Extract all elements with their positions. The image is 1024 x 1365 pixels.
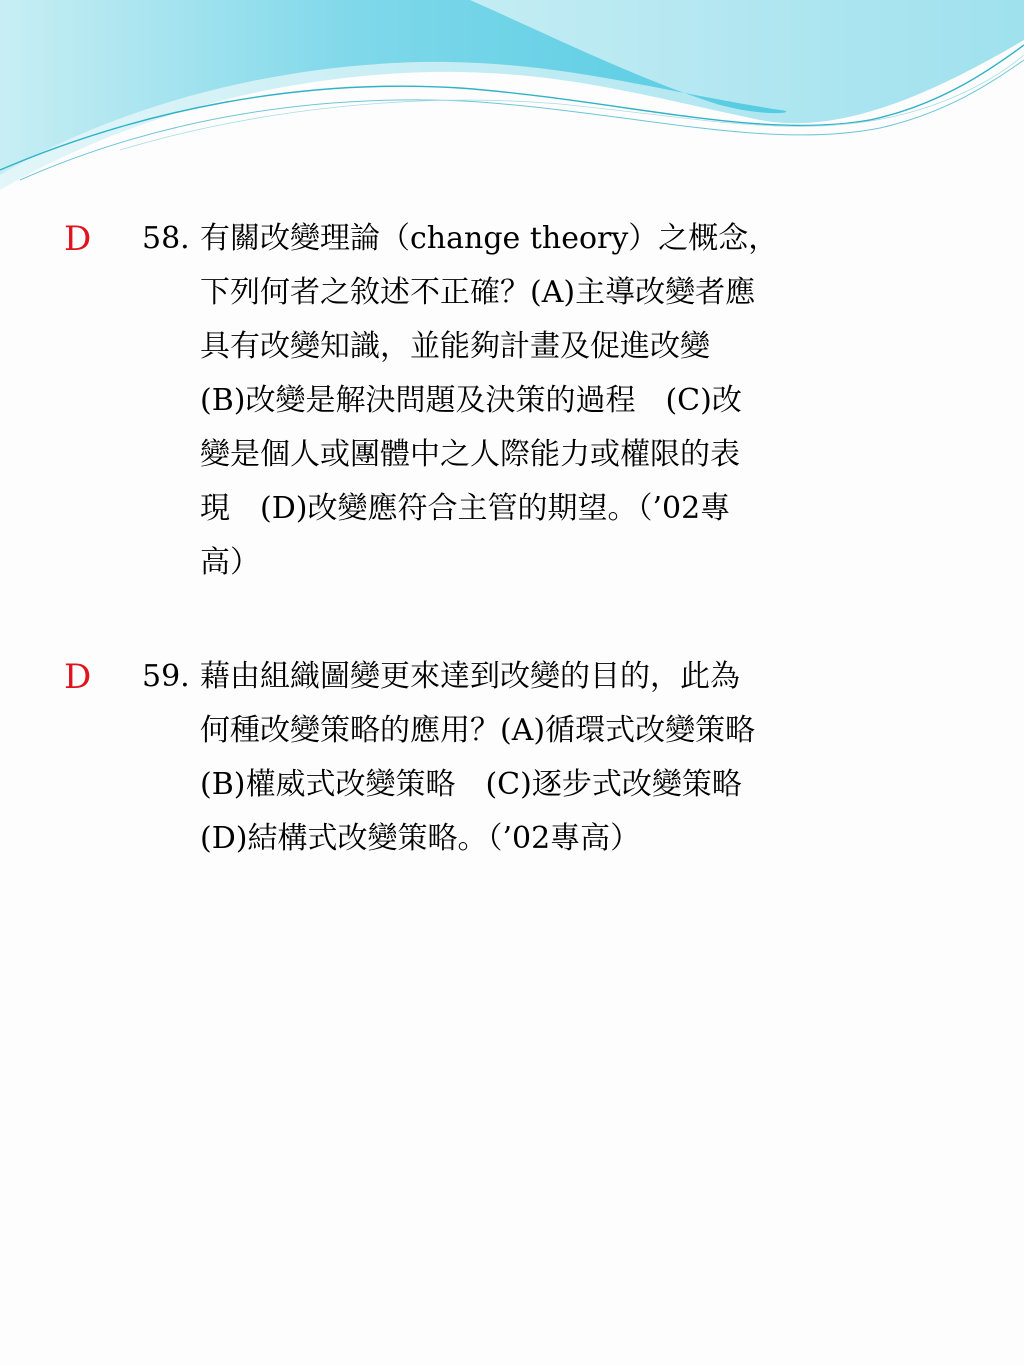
question-text-line: 藉由組織圖變更來達到改變的目的，此為 <box>200 659 740 694</box>
answer-key: D <box>64 657 92 697</box>
question-number: 58. <box>142 221 190 256</box>
question-text <box>200 212 910 590</box>
answer-key: D <box>64 219 92 259</box>
question-text-line: 有關改變理論（change theory）之概念， <box>200 221 779 256</box>
question-text-line: 變是個人或團體中之人際能力或權限的表 <box>200 437 740 472</box>
question-text-line: (D)結構式改變策略。（’02專高） <box>200 821 641 856</box>
question-text-line: 何種改變策略的應用？(A)循環式改變策略 <box>200 713 756 748</box>
question-text-line: 具有改變知識，並能夠計畫及促進改變 <box>200 329 710 364</box>
question-text-line: (B)改變是解決問題及決策的過程 (C)改 <box>200 383 742 418</box>
question-text-line: (B)權威式改變策略 (C)逐步式改變策略 <box>200 767 742 802</box>
header-wave-decoration <box>0 0 1024 220</box>
question-number: 59. <box>142 659 190 694</box>
question-text-line: 高） <box>200 545 260 580</box>
question-text <box>200 650 910 866</box>
question-text-line: 下列何者之敘述不正確？(A)主導改變者應 <box>200 275 756 310</box>
question-text-line: 現 (D)改變應符合主管的期望。（’02專 <box>200 491 731 526</box>
